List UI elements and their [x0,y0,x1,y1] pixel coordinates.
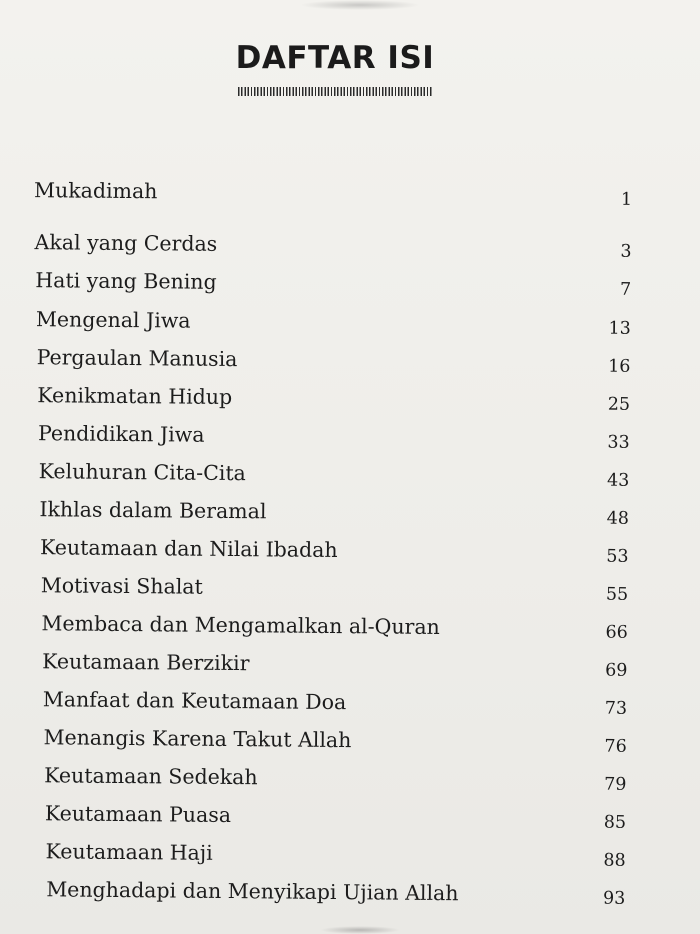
page-bleed-mark [320,926,400,934]
toc-entry-title: Kenikmatan Hidup [37,383,233,410]
toc-entry-page-number: 43 [606,470,630,491]
toc-entry [0,687,695,724]
toc-entry [0,839,694,876]
toc-entry-title: Keluhuran Cita-Cita [38,459,246,486]
page-title: DAFTAR ISI [235,40,435,76]
toc-entry-page-number: 88 [603,850,626,871]
toc-entry-title: Keutamaan Haji [45,839,213,865]
toc-entry-title: Pergaulan Manusia [36,345,238,372]
toc-entry-page-number: 13 [608,318,631,339]
toc-entry [0,573,696,610]
toc-entry [0,801,694,838]
toc-entry-title: Membaca dan Mengamalkan al-Quran [41,611,440,640]
toc-entry-title: Motivasi Shalat [40,573,203,599]
toc-entry-title: Mengenal Jiwa [35,307,191,333]
toc-entry [0,383,698,420]
toc-entry-title: Manfaat dan Keutamaan Doa [42,687,347,715]
toc-entry-page-number: 7 [619,279,632,300]
toc-entry-page-number: 85 [603,812,627,833]
toc-entry-title: Mukadimah [33,178,158,204]
toc-entry [0,178,700,215]
toc-entry-page-number: 69 [605,660,628,681]
toc-entry [0,763,695,800]
toc-entry-page-number: 16 [608,356,631,377]
toc-entry-title: Akal yang Cerdas [34,230,218,256]
toc-entry-title: Keutamaan Puasa [44,801,232,828]
toc-entry-title: Pendidikan Jiwa [37,421,205,447]
toc-entry [0,345,699,382]
toc-entry [0,611,696,648]
toc-entry [0,877,693,914]
toc-entry-title: Menangis Karena Takut Allah [43,725,352,753]
toc-entry-title: Keutamaan dan Nilai Ibadah [39,535,338,563]
toc-entry-page-number: 79 [604,774,627,795]
toc-entry-page-number: 33 [607,432,630,453]
toc-entry-page-number: 1 [620,189,633,210]
toc-entry-title: Hati yang Bening [35,268,217,294]
toc-entry [0,649,696,686]
toc-entry-title: Menghadapi dan Menyikapi Ujian Allah [46,877,459,906]
toc-entry-page-number: 48 [606,508,630,529]
toc-entry [0,459,697,496]
toc-entry-page-number: 93 [602,888,626,909]
toc-entry-page-number: 73 [604,698,628,719]
toc-entry [0,421,698,458]
toc-entry [0,535,697,572]
toc-entry-title: Keutamaan Sedekah [44,763,258,790]
toc-entry-title: Keutamaan Berzikir [42,649,250,676]
toc-entry-page-number: 76 [604,736,627,757]
toc-entry-page-number: 66 [605,622,628,643]
toc-entry-title: Ikhlas dalam Beramal [39,497,267,524]
toc-entry-page-number: 53 [606,546,629,567]
toc-entry [0,268,699,305]
toc-entry [0,307,699,344]
toc-entry-page-number: 55 [605,584,629,605]
toc-entry-page-number: 25 [607,394,631,415]
toc-entry [0,230,700,267]
toc-entry [0,497,697,534]
toc-entry-page-number: 3 [620,241,632,262]
toc-entry [0,725,695,762]
